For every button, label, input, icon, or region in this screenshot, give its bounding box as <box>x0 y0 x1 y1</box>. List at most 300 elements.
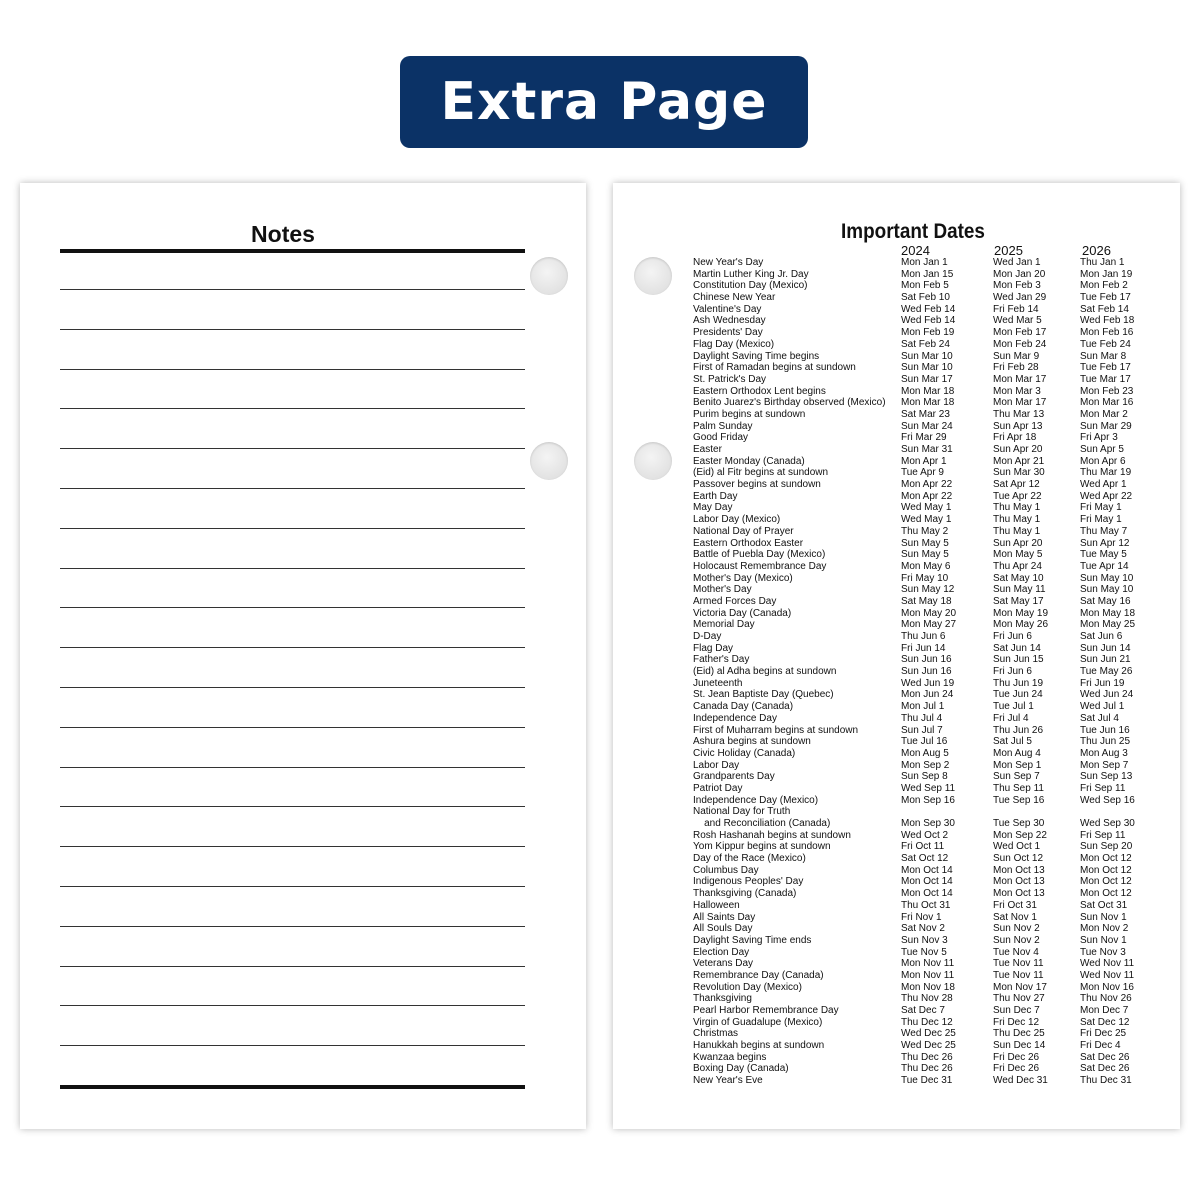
date-2025: Mon Sep 22 <box>993 829 1047 841</box>
date-2026: Sun Nov 1 <box>1080 911 1127 923</box>
date-2026: Mon Feb 23 <box>1080 385 1134 397</box>
date-2026: Wed Jul 1 <box>1080 701 1125 713</box>
date-2026: Sun Mar 29 <box>1080 420 1132 432</box>
date-2025: Thu Sep 11 <box>993 782 1044 794</box>
year-header: 2025 <box>994 243 1023 258</box>
binder-hole-top <box>634 257 672 295</box>
date-2026: Mon May 18 <box>1080 607 1136 619</box>
date-2024: Mon Jan 15 <box>901 268 954 280</box>
date-2026: Wed Nov 11 <box>1080 958 1135 970</box>
date-2026: Sun Jun 21 <box>1080 654 1131 666</box>
date-2024: Wed Feb 14 <box>901 315 956 327</box>
date-2025: Wed Mar 5 <box>993 315 1042 327</box>
date-2025: Tue Jul 1 <box>993 701 1034 713</box>
date-2025: Fri Dec 12 <box>993 1016 1040 1028</box>
date-2024: Mon Apr 22 <box>901 479 953 491</box>
date-2025: Sat Jun 14 <box>993 642 1041 654</box>
notes-line[interactable] <box>60 1005 525 1006</box>
notes-line[interactable] <box>60 369 525 370</box>
notes-line[interactable] <box>60 647 525 648</box>
date-2026: Mon Jan 19 <box>1080 268 1133 280</box>
date-2025: Sun Nov 2 <box>993 934 1040 946</box>
date-2026: Wed Jun 24 <box>1080 689 1134 701</box>
date-2026: Fri Dec 4 <box>1080 1040 1121 1052</box>
date-2026: Tue Feb 17 <box>1080 362 1131 374</box>
holiday-name: Yom Kippur begins at sundown <box>693 841 831 853</box>
date-2024: Sun Jun 16 <box>901 654 952 666</box>
holiday-name: Veterans Day <box>693 958 754 970</box>
date-2024: Mon Jun 24 <box>901 689 954 701</box>
date-2024: Sun Mar 10 <box>901 350 953 362</box>
date-2024: Wed May 1 <box>901 514 952 526</box>
notes-title: Notes <box>251 221 315 247</box>
date-2026: Fri Sep 11 <box>1080 782 1126 794</box>
date-2024: Thu Dec 26 <box>901 1063 953 1075</box>
holiday-name: Remembrance Day (Canada) <box>693 969 824 981</box>
date-2025: Mon May 5 <box>993 549 1043 561</box>
notes-line[interactable] <box>60 806 525 807</box>
date-2025: Sat Nov 1 <box>993 911 1037 923</box>
date-2026: Sat Dec 26 <box>1080 1051 1130 1063</box>
date-2024: Sun Mar 31 <box>901 444 953 455</box>
holiday-name: Flag Day (Mexico) <box>693 338 775 350</box>
date-2025: Mon Apr 21 <box>993 455 1045 467</box>
holiday-name: Virgin of Guadalupe (Mexico) <box>693 1016 823 1028</box>
date-2024: Fri Oct 11 <box>901 841 945 853</box>
date-2025: Mon Jan 20 <box>993 268 1046 280</box>
date-2025: Thu Dec 25 <box>993 1028 1045 1040</box>
holiday-name: (Eid) al Fitr begins at sundown <box>693 467 829 479</box>
date-2026: Wed Nov 11 <box>1080 969 1135 981</box>
holiday-name: Independence Day <box>693 712 777 724</box>
date-2025: Mon Mar 17 <box>993 397 1047 409</box>
date-2025: Mon May 19 <box>993 607 1049 619</box>
binder-hole-bottom <box>634 442 672 480</box>
holiday-name: Hanukkah begins at sundown <box>693 1040 825 1052</box>
year-header: 2026 <box>1082 243 1111 258</box>
date-2025: Wed Jan 29 <box>993 292 1047 304</box>
date-2026: Sat Jun 6 <box>1080 631 1123 642</box>
holiday-name: New Year's Day <box>693 257 764 268</box>
date-2024: Wed Jun 19 <box>901 677 955 689</box>
date-2025: Fri Dec 26 <box>993 1063 1040 1075</box>
date-2026: Mon Dec 7 <box>1080 1005 1129 1016</box>
notes-page <box>20 183 586 1129</box>
holiday-name: New Year's Eve <box>693 1075 763 1087</box>
holiday-name: Pearl Harbor Remembrance Day <box>693 1005 839 1016</box>
notes-line[interactable] <box>60 727 525 728</box>
date-2026: Sun Sep 20 <box>1080 841 1133 853</box>
date-2025: Fri Dec 26 <box>993 1051 1040 1063</box>
date-2026: Fri May 1 <box>1080 514 1122 526</box>
date-2026: Mon Mar 2 <box>1080 408 1128 420</box>
date-2025: Sun Apr 20 <box>993 444 1043 455</box>
notes-line[interactable] <box>60 289 525 290</box>
holiday-name: Patriot Day <box>693 782 743 794</box>
notes-line[interactable] <box>60 767 525 768</box>
date-2026: Fri Apr 3 <box>1080 432 1118 444</box>
date-2024: Sun Mar 17 <box>901 373 953 385</box>
holiday-name: Palm Sunday <box>693 420 753 432</box>
date-2026: Sun Apr 12 <box>1080 537 1130 549</box>
date-2025: Sun Jun 15 <box>993 654 1044 666</box>
date-2026: Mon Oct 12 <box>1080 864 1132 876</box>
date-2024: Sat Nov 2 <box>901 923 945 935</box>
date-2026: Tue May 5 <box>1080 549 1127 561</box>
date-2025: Tue Nov 4 <box>993 946 1039 958</box>
date-2025: Mon Nov 17 <box>993 981 1047 993</box>
holiday-name: Constitution Day (Mexico) <box>693 280 808 292</box>
date-2024: Sun Mar 24 <box>901 420 953 432</box>
date-2025: Thu May 1 <box>993 525 1041 537</box>
notes-bottom-rule <box>60 1085 525 1089</box>
date-2024: Thu Oct 31 <box>901 899 951 911</box>
date-2026: Sat May 16 <box>1080 595 1131 607</box>
date-2024: Thu May 2 <box>901 525 949 537</box>
holiday-name: Father's Day <box>693 654 750 666</box>
page-banner <box>400 56 808 148</box>
date-2025: Sun Apr 20 <box>993 537 1043 549</box>
date-2026: Sat Oct 31 <box>1080 899 1128 911</box>
date-2026: Sat Dec 26 <box>1080 1063 1130 1075</box>
date-2024: Wed Sep 11 <box>901 782 956 794</box>
date-2025: Mon Feb 24 <box>993 338 1047 350</box>
holiday-name: Revolution Day (Mexico) <box>693 981 802 993</box>
date-2024: Tue Apr 9 <box>901 467 944 479</box>
date-2024: Sun Jul 7 <box>901 724 943 736</box>
date-2024: Mon Sep 2 <box>901 759 950 771</box>
holiday-name: All Souls Day <box>693 923 753 935</box>
date-2026: Thu Nov 26 <box>1080 993 1132 1005</box>
notes-line[interactable] <box>60 687 525 688</box>
notes-top-rule <box>60 249 525 253</box>
date-2025: Tue Nov 11 <box>993 958 1044 970</box>
holiday-name: National Day of Prayer <box>693 525 794 537</box>
date-2025: Mon Sep 1 <box>993 759 1042 771</box>
date-2026: Tue Feb 24 <box>1080 338 1131 350</box>
year-header: 2024 <box>901 243 930 258</box>
notes-line[interactable] <box>60 448 525 449</box>
notes-line[interactable] <box>60 329 525 330</box>
holiday-name: Labor Day (Mexico) <box>693 514 781 526</box>
holiday-name: Kwanzaa begins <box>693 1051 767 1063</box>
date-2025: Thu Nov 27 <box>993 993 1045 1005</box>
holiday-name: Victoria Day (Canada) <box>693 607 792 619</box>
holiday-name: Ash Wednesday <box>693 315 766 327</box>
holiday-name: Halloween <box>693 899 740 911</box>
date-2026: Thu Dec 31 <box>1080 1075 1132 1087</box>
holiday-name: Eastern Orthodox Easter <box>693 537 804 549</box>
date-2024: Sun May 5 <box>901 549 949 561</box>
notes-line[interactable] <box>60 846 525 847</box>
date-2024: Wed Dec 25 <box>901 1040 956 1052</box>
date-2026: Mon Sep 7 <box>1080 759 1129 771</box>
holiday-name: Benito Juarez's Birthday observed (Mexico) <box>693 397 886 409</box>
holiday-name: Presidents' Day <box>693 327 763 339</box>
date-2024: Sat Mar 23 <box>901 408 950 420</box>
date-2025: Wed Jan 1 <box>993 257 1041 268</box>
date-2024: Mon May 20 <box>901 607 957 619</box>
date-2026: Mon Apr 6 <box>1080 455 1126 467</box>
holiday-name: Holocaust Remembrance Day <box>693 560 827 572</box>
date-2024: Fri Nov 1 <box>901 911 942 923</box>
holiday-name: (Eid) al Adha begins at sundown <box>693 666 837 678</box>
date-2024: Mon Sep 16 <box>901 794 955 806</box>
notes-line[interactable] <box>60 408 525 409</box>
holiday-name: First of Ramadan begins at sundown <box>693 362 856 374</box>
date-2025: Thu Apr 24 <box>993 560 1042 572</box>
date-2026: Mon Nov 16 <box>1080 981 1134 993</box>
date-2025: Sun Apr 13 <box>993 420 1043 432</box>
date-2024: Thu Nov 28 <box>901 993 953 1005</box>
date-2025: Tue Sep 30 <box>993 818 1045 829</box>
holiday-name: Civic Holiday (Canada) <box>693 747 796 759</box>
holiday-name: Daylight Saving Time begins <box>693 350 820 362</box>
date-2025: Thu May 1 <box>993 514 1041 526</box>
notes-line[interactable] <box>60 568 525 569</box>
date-2025: Sun May 11 <box>993 584 1046 596</box>
date-2024: Mon Feb 19 <box>901 327 955 339</box>
date-2024: Sat Dec 7 <box>901 1005 945 1016</box>
date-2025: Sun Oct 12 <box>993 853 1044 865</box>
holiday-name: Chinese New Year <box>693 292 776 304</box>
date-2026: Fri Dec 25 <box>1080 1028 1127 1040</box>
date-2026: Sun Mar 8 <box>1080 350 1127 362</box>
date-2024: Mon May 27 <box>901 619 957 631</box>
holiday-name: Christmas <box>693 1028 739 1040</box>
date-2026: Mon Mar 16 <box>1080 397 1134 409</box>
date-2024: Mon Aug 5 <box>901 747 949 759</box>
holiday-name: Grandparents Day <box>693 771 775 783</box>
date-2025: Mon May 26 <box>993 619 1049 631</box>
date-2025: Sun Dec 7 <box>993 1005 1040 1016</box>
date-2025: Wed Oct 1 <box>993 841 1041 853</box>
date-2024: Mon Apr 22 <box>901 490 953 502</box>
notes-line[interactable] <box>60 607 525 608</box>
date-2026: Mon Aug 3 <box>1080 747 1128 759</box>
date-2026: Fri Jun 19 <box>1080 677 1125 689</box>
date-2025: Fri Feb 14 <box>993 303 1039 315</box>
holiday-name: Day of the Race (Mexico) <box>693 853 806 865</box>
date-2026: Wed Feb 18 <box>1080 315 1135 327</box>
holiday-name: Passover begins at sundown <box>693 479 821 491</box>
date-2024: Mon Nov 18 <box>901 981 955 993</box>
date-2025: Sat Jul 5 <box>993 736 1032 748</box>
date-2026: Sat Jul 4 <box>1080 712 1119 724</box>
date-2026: Mon Oct 12 <box>1080 853 1132 865</box>
date-2026: Fri Sep 11 <box>1080 829 1126 841</box>
holiday-name: Mother's Day <box>693 584 752 596</box>
holiday-name: Thanksgiving <box>693 993 752 1005</box>
holiday-name: First of Muharram begins at sundown <box>693 724 859 736</box>
date-2025: Mon Mar 3 <box>993 385 1041 397</box>
date-2025: Mon Oct 13 <box>993 888 1045 900</box>
date-2025: Fri Oct 31 <box>993 899 1037 911</box>
date-2026: Thu May 7 <box>1080 525 1128 537</box>
date-2024: Thu Dec 26 <box>901 1051 953 1063</box>
dates-title: Important Dates <box>841 220 985 243</box>
date-2024: Thu Jul 4 <box>901 712 943 724</box>
date-2026: Tue Mar 17 <box>1080 373 1131 385</box>
date-2025: Fri Feb 28 <box>993 362 1039 374</box>
date-2026: Sun May 10 <box>1080 572 1134 584</box>
holiday-name: Indigenous Peoples' Day <box>693 876 804 888</box>
holiday-name: Rosh Hashanah begins at sundown <box>693 829 851 841</box>
holiday-name: and Reconciliation (Canada) <box>693 818 831 829</box>
binder-hole-top <box>530 257 568 295</box>
date-2025: Thu Jun 19 <box>993 677 1044 689</box>
date-2025: Sat Apr 12 <box>993 479 1040 491</box>
date-2025: Thu Mar 13 <box>993 408 1045 420</box>
date-2024: Wed Oct 2 <box>901 829 949 841</box>
date-2026: Sun May 10 <box>1080 584 1134 596</box>
date-2026: Tue Nov 3 <box>1080 946 1126 958</box>
notes-line[interactable] <box>60 926 525 927</box>
holiday-name: Independence Day (Mexico) <box>693 794 819 806</box>
date-2026: Sat Feb 14 <box>1080 303 1129 315</box>
date-2024: Wed May 1 <box>901 502 952 514</box>
holiday-name: D-Day <box>693 631 722 642</box>
holiday-name: Martin Luther King Jr. Day <box>693 268 809 280</box>
date-2026: Wed Apr 22 <box>1080 490 1133 502</box>
holiday-name: Flag Day <box>693 642 734 654</box>
date-2024: Mon Jul 1 <box>901 701 945 713</box>
notes-line[interactable] <box>60 1045 525 1046</box>
date-2025: Mon Feb 3 <box>993 280 1041 292</box>
holiday-name: Eastern Orthodox Lent begins <box>693 385 826 397</box>
holiday-name: Valentine's Day <box>693 303 762 315</box>
date-2026: Tue Jun 16 <box>1080 724 1130 736</box>
date-2026: Wed Sep 30 <box>1080 818 1135 829</box>
date-2024: Tue Jul 16 <box>901 736 948 748</box>
date-2025: Tue Nov 11 <box>993 969 1044 981</box>
date-2024: Mon Nov 11 <box>901 969 955 981</box>
date-2024: Sun Nov 3 <box>901 934 948 946</box>
holiday-name: Good Friday <box>693 432 749 444</box>
holiday-name: Easter <box>693 444 722 455</box>
date-2024: Mon Sep 30 <box>901 818 955 829</box>
date-2024: Sun Mar 10 <box>901 362 953 374</box>
holiday-name: Battle of Puebla Day (Mexico) <box>693 549 826 561</box>
holiday-name: Canada Day (Canada) <box>693 701 794 713</box>
holiday-name: May Day <box>693 502 733 514</box>
date-2025: Sun Nov 2 <box>993 923 1040 935</box>
binder-hole-bottom <box>530 442 568 480</box>
date-2024: Sun Sep 8 <box>901 771 948 783</box>
date-2025: Tue Jun 24 <box>993 689 1043 701</box>
date-2024: Sat Feb 10 <box>901 292 950 304</box>
date-2026: Tue May 26 <box>1080 666 1133 678</box>
date-2024: Mon Oct 14 <box>901 864 953 876</box>
date-2024: Thu Jun 6 <box>901 631 946 642</box>
holiday-name: Columbus Day <box>693 864 759 876</box>
date-2026: Thu Mar 19 <box>1080 467 1132 479</box>
important-dates-page <box>613 183 1180 1129</box>
notes-line[interactable] <box>60 528 525 529</box>
date-2025: Mon Aug 4 <box>993 747 1041 759</box>
holiday-name: Labor Day <box>693 759 740 771</box>
holiday-name: Juneteenth <box>693 677 743 689</box>
holiday-name: Thanksgiving (Canada) <box>693 888 797 900</box>
date-2024: Mon Apr 1 <box>901 455 947 467</box>
holiday-name: Easter Monday (Canada) <box>693 455 805 467</box>
notes-line[interactable] <box>60 966 525 967</box>
date-2025: Tue Sep 16 <box>993 794 1045 806</box>
date-2026: Sun Nov 1 <box>1080 934 1127 946</box>
notes-line[interactable] <box>60 886 525 887</box>
date-2025: Thu May 1 <box>993 502 1041 514</box>
date-2026: Sat Dec 12 <box>1080 1016 1130 1028</box>
holiday-name: Earth Day <box>693 490 738 502</box>
holiday-name: Armed Forces Day <box>693 595 777 607</box>
date-2025: Mon Oct 13 <box>993 876 1045 888</box>
date-2026: Mon Feb 16 <box>1080 327 1134 339</box>
date-2024: Tue Dec 31 <box>901 1075 953 1087</box>
holiday-name: Ashura begins at sundown <box>693 736 811 748</box>
date-2025: Sun Sep 7 <box>993 771 1040 783</box>
date-2025: Mon Mar 17 <box>993 373 1047 385</box>
date-2025: Fri Apr 18 <box>993 432 1037 444</box>
holiday-name: Memorial Day <box>693 619 755 631</box>
date-2024: Wed Dec 25 <box>901 1028 956 1040</box>
date-2025: Mon Feb 17 <box>993 327 1047 339</box>
date-2025: Fri Jun 6 <box>993 666 1032 678</box>
date-2026: Tue Feb 17 <box>1080 292 1131 304</box>
holiday-name: St. Patrick's Day <box>693 373 767 385</box>
date-2026: Sun Jun 14 <box>1080 642 1131 654</box>
date-2024: Mon Jan 1 <box>901 257 948 268</box>
date-2026: Mon Oct 12 <box>1080 876 1132 888</box>
date-2026: Wed Apr 1 <box>1080 479 1127 491</box>
date-2024: Sat May 18 <box>901 595 952 607</box>
banner-title: Extra Page <box>440 72 768 132</box>
date-2024: Mon Feb 5 <box>901 280 949 292</box>
date-2026: Mon Oct 12 <box>1080 888 1132 900</box>
date-2026: Thu Jun 25 <box>1080 736 1131 748</box>
holiday-name: St. Jean Baptiste Day (Quebec) <box>693 689 834 701</box>
date-2025: Sat May 17 <box>993 595 1044 607</box>
notes-line[interactable] <box>60 488 525 489</box>
date-2024: Mon Oct 14 <box>901 876 953 888</box>
date-2025: Wed Dec 31 <box>993 1075 1048 1087</box>
date-2025: Sun Dec 14 <box>993 1040 1046 1052</box>
date-2026: Thu Jan 1 <box>1080 257 1125 268</box>
date-2025: Fri Jul 4 <box>993 712 1029 724</box>
date-2025: Tue Apr 22 <box>993 490 1042 502</box>
date-2024: Wed Feb 14 <box>901 303 956 315</box>
date-2025: Sat May 10 <box>993 572 1044 584</box>
date-2024: Mon May 6 <box>901 560 951 572</box>
date-2024: Mon Oct 14 <box>901 888 953 900</box>
date-2026: Mon Feb 2 <box>1080 280 1128 292</box>
date-2025: Fri Jun 6 <box>993 631 1032 642</box>
holiday-name: Purim begins at sundown <box>693 408 806 420</box>
date-2026: Sun Sep 13 <box>1080 771 1133 783</box>
date-2026: Tue Apr 14 <box>1080 560 1129 572</box>
date-2025: Sun Mar 30 <box>993 467 1045 479</box>
holiday-name: National Day for Truth <box>693 806 791 818</box>
date-2024: Fri May 10 <box>901 572 949 584</box>
date-2025: Mon Oct 13 <box>993 864 1045 876</box>
date-2024: Sun May 5 <box>901 537 949 549</box>
holiday-name: All Saints Day <box>693 911 756 923</box>
date-2024: Sat Feb 24 <box>901 338 950 350</box>
date-2024: Sun Jun 16 <box>901 666 952 678</box>
holiday-name: Daylight Saving Time ends <box>693 934 812 946</box>
date-2024: Mon Mar 18 <box>901 385 955 397</box>
date-2026: Mon May 25 <box>1080 619 1136 631</box>
date-2024: Sat Oct 12 <box>901 853 949 865</box>
